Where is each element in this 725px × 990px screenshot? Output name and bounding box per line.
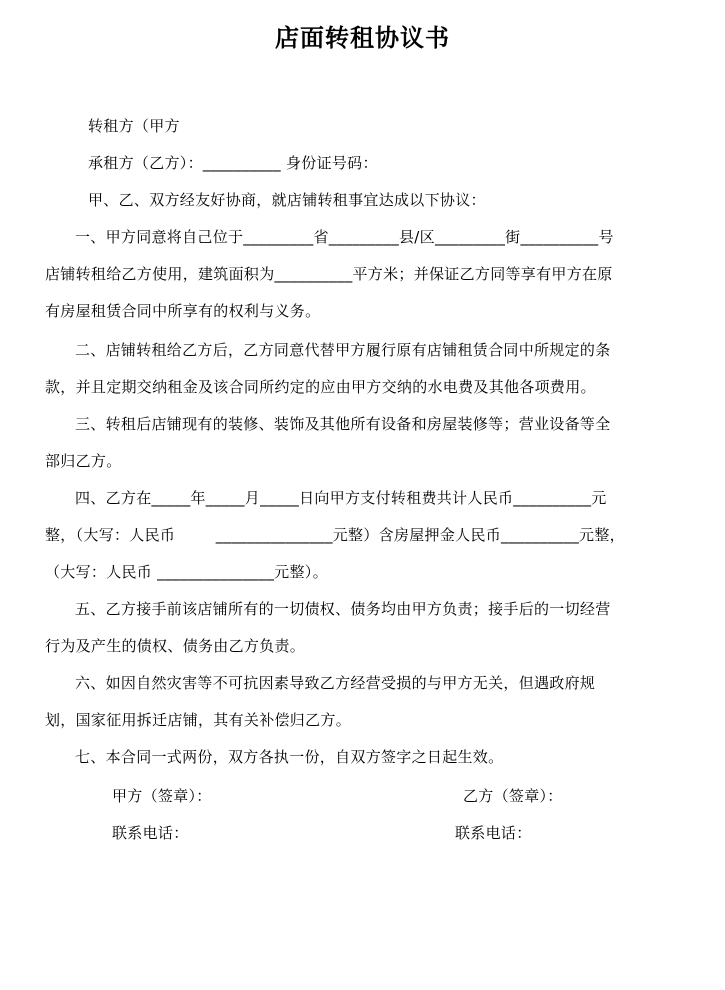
clause-4-line-3: （大写：人民币 _______________元整）。 (45, 563, 328, 581)
clause-2-line-1: 二、店铺转租给乙方后，乙方同意代替甲方履行原有店铺租赁合同中所规定的条 (75, 341, 611, 359)
clause-1-line-2: 店铺转租给乙方使用，建筑面积为__________平方米；并保证乙方同等享有甲方在原 (45, 265, 613, 283)
document-title: 店面转租协议书 (275, 23, 450, 52)
party-a-signature-label: 甲方（签章）： (112, 787, 212, 805)
preamble-line: 甲、乙、双方经友好协商，就店铺转租事宜达成以下协议： (88, 191, 486, 209)
clause-3-line-1: 三、转租后店铺现有的装修、装饰及其他所有设备和房屋装修等；营业设备等全 (75, 415, 611, 433)
clause-6-line-1: 六、如因自然灾害等不可抗因素导致乙方经营受损的与甲方无关，但遇政府规 (75, 674, 596, 692)
clause-5-line-1: 五、乙方接手前该店铺所有的一切债权、债务均由甲方负责；接手后的一切经营 (75, 600, 611, 618)
party-b-signature-label: 乙方（签章）： (463, 787, 563, 805)
clause-4-line-2: 整，（大写：人民币 _______________元整）含房屋押金人民币__________元整， (45, 526, 625, 544)
clause-3-line-2: 部归乙方。 (45, 452, 122, 470)
sublessee-line: 承租方（乙方）：__________ 身份证号码： (88, 154, 378, 172)
party-b-phone-label: 联系电话： (455, 824, 532, 842)
clause-5-line-2: 行为及产生的债权、债务由乙方负责。 (45, 637, 306, 655)
clause-1-line-1: 一、甲方同意将自己位于_________省_________县/区_________街__________号 (75, 228, 614, 246)
clause-7-line-1: 七、本合同一式两份，双方各执一份，自双方签字之日起生效。 (75, 748, 504, 766)
clause-1-line-3: 有房屋租赁合同中所享有的权利与义务。 (45, 302, 321, 320)
clause-6-line-2: 划，国家征用拆迁店铺，其有关补偿归乙方。 (45, 711, 352, 729)
sublessor-line: 转租方（甲方 (88, 117, 180, 135)
clause-4-line-1: 四、乙方在_____年_____月_____日向甲方支付转租费共计人民币__________元 (75, 489, 607, 507)
party-a-phone-label: 联系电话： (112, 824, 189, 842)
clause-2-line-2: 款，并且定期交纳租金及该合同所约定的应由甲方交纳的水电费及其他各项费用。 (45, 378, 596, 396)
